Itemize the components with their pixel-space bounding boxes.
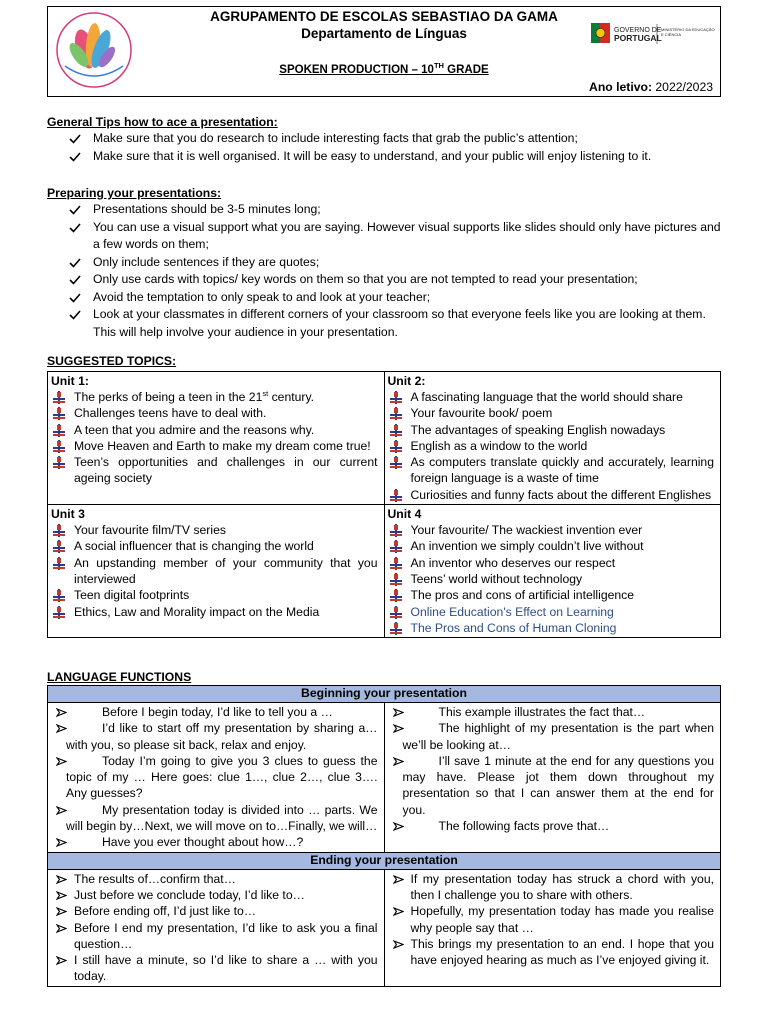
list-item: Make sure that you do research to include interesting facts that grab the public’s attention;	[47, 130, 727, 148]
list-item: Presentations should be 3-5 minutes long;	[47, 201, 727, 219]
pushpin-bullet-icon	[52, 440, 66, 453]
checkmark-icon	[69, 219, 83, 233]
list-item: Look at your classmates in different corners of your classroom so that everyone feels like you are looking at them. This will help involve your audience in your presentation.	[47, 306, 727, 341]
arrow-bullet-icon	[56, 802, 67, 815]
unit1-cell	[48, 372, 385, 505]
arrow-bullet-icon	[56, 920, 67, 933]
arrow-bullet-icon	[56, 704, 67, 717]
ending-left-cell	[48, 869, 385, 986]
phrase-item: Before ending off, I’d just like to…	[54, 903, 378, 919]
pushpin-bullet-icon	[389, 524, 403, 537]
arrow-bullet-icon	[56, 720, 67, 733]
topic-item: The pros and cons of artificial intelligence	[388, 587, 715, 603]
phrase-item: Today I’m going to give you 3 clues to guess the topic of my … Here goes: clue 1…, clue 2…, clue 3…. Any guesses?	[54, 753, 378, 802]
phrase-item: The highlight of my presentation is the part when we’ll be looking at…	[391, 720, 715, 753]
pushpin-bullet-icon	[389, 456, 403, 469]
pushpin-bullet-icon	[389, 606, 403, 619]
unit3-list	[51, 522, 378, 620]
pushpin-bullet-icon	[389, 424, 403, 437]
preparing-section	[47, 185, 727, 341]
beginning-left-list	[54, 704, 378, 851]
list-item: Make sure that it is well organised. It will be easy to understand, and your public will enjoy listening to it.	[47, 148, 727, 166]
topic-item: Challenges teens have to deal with.	[51, 405, 378, 421]
general-tips-title: General Tips how to ace a presentation:	[47, 115, 278, 129]
pushpin-bullet-icon	[389, 391, 403, 404]
unit3-cell	[48, 505, 385, 638]
unit1-label: Unit 1:	[51, 374, 89, 388]
spoken-production-title: SPOKEN PRODUCTION – 10TH GRADE	[279, 61, 489, 76]
arrow-bullet-icon	[393, 818, 404, 831]
unit3-label: Unit 3	[51, 507, 85, 522]
phrase-item: I still have a minute, so I’d like to share a … with you today.	[54, 952, 378, 985]
arrow-bullet-icon	[393, 903, 404, 916]
topics-table	[47, 371, 721, 638]
unit4-cell	[384, 505, 721, 638]
topic-item: A social influencer that is changing the world	[51, 538, 378, 554]
pushpin-bullet-icon	[52, 391, 66, 404]
arrow-bullet-icon	[56, 834, 67, 847]
beginning-left-cell	[48, 703, 385, 853]
pushpin-bullet-icon	[52, 557, 66, 570]
ending-left-list	[54, 871, 378, 985]
arrow-bullet-icon	[393, 704, 404, 717]
pushpin-bullet-icon	[52, 456, 66, 469]
department-name: Departamento de Línguas	[301, 26, 467, 41]
arrow-bullet-icon	[393, 720, 404, 733]
topic-item: A fascinating language that the world should share	[388, 389, 715, 405]
topic-item: The Pros and Cons of Human Cloning	[388, 620, 715, 636]
pushpin-bullet-icon	[389, 557, 403, 570]
gov-line1: GOVERNO DE	[614, 27, 662, 34]
unit4-label: Unit 4	[387, 507, 422, 522]
pushpin-bullet-icon	[52, 524, 66, 537]
topic-item: English as a window to the world	[388, 438, 715, 454]
phrase-item: My presentation today is divided into … parts. We will begin by…Next, we will move on to…Finally, we will…	[54, 802, 378, 835]
topic-item: As computers translate quickly and accurately, learning foreign language is a waste of time	[388, 454, 715, 487]
pushpin-bullet-icon	[389, 589, 403, 602]
topic-item: Your favourite book/ poem	[388, 405, 715, 421]
pushpin-bullet-icon	[389, 573, 403, 586]
topic-item: Teen digital footprints	[51, 587, 378, 603]
suggested-topics-section	[47, 353, 727, 369]
phrase-item: I’d like to start off my presentation by sharing a…with you, so please sit back, relax and enjoy.	[54, 720, 378, 753]
topic-item: An upstanding member of your community that you interviewed	[51, 555, 378, 588]
topic-item: Your favourite film/TV series	[51, 522, 378, 538]
beginning-heading: Beginning your presentation	[48, 686, 721, 703]
phrase-item: The following facts prove that…	[391, 818, 715, 834]
pushpin-bullet-icon	[52, 424, 66, 437]
gov-line2: PORTUGAL	[614, 33, 662, 43]
beginning-right-cell	[384, 703, 721, 853]
topic-item: An inventor who deserves our respect	[388, 555, 715, 571]
arrow-bullet-icon	[56, 871, 67, 884]
phrase-item: This example illustrates the fact that…	[391, 704, 715, 720]
government-portugal-logo-icon	[591, 21, 716, 47]
pushpin-bullet-icon	[389, 622, 403, 635]
topic-item: The advantages of speaking English nowadays	[388, 422, 715, 438]
pushpin-bullet-icon	[52, 407, 66, 420]
school-year: Ano letivo: 2022/2023	[589, 80, 713, 94]
ending-right-list	[391, 871, 715, 969]
school-name: AGRUPAMENTO DE ESCOLAS SEBASTIAO DA GAMA	[210, 9, 558, 24]
checkmark-icon	[69, 148, 83, 162]
preparing-list	[47, 201, 727, 341]
pushpin-bullet-icon	[389, 440, 403, 453]
unit2-list	[388, 389, 715, 503]
svg-text:E CIÊNCIA: E CIÊNCIA	[661, 32, 682, 37]
pushpin-bullet-icon	[389, 540, 403, 553]
phrase-item: This brings my presentation to an end. I hope that you have enjoyed hearing as much as I’ve enjoyed giving it.	[391, 936, 715, 969]
phrase-item: The results of…confirm that…	[54, 871, 378, 887]
checkmark-icon	[69, 254, 83, 268]
arrow-bullet-icon	[56, 952, 67, 965]
pushpin-bullet-icon	[389, 489, 403, 502]
phrase-item: Have you ever thought about how…?	[54, 834, 378, 850]
unit2-cell	[384, 372, 721, 505]
arrow-bullet-icon	[393, 871, 404, 884]
checkmark-icon	[69, 271, 83, 285]
topic-item: Online Education's Effect on Learning	[388, 604, 715, 620]
pushpin-bullet-icon	[389, 407, 403, 420]
preparing-title: Preparing your presentations:	[47, 186, 222, 200]
pushpin-bullet-icon	[52, 589, 66, 602]
list-item: Avoid the temptation to only speak to and look at your teacher;	[47, 289, 727, 307]
topic-item: Teen’s opportunities and challenges in our current ageing society	[51, 454, 378, 487]
checkmark-icon	[69, 201, 83, 215]
svg-text:MINISTÉRIO DA EDUCAÇÃO: MINISTÉRIO DA EDUCAÇÃO	[661, 27, 715, 32]
phrase-item: Just before we conclude today, I’d like to…	[54, 887, 378, 903]
topic-item: Move Heaven and Earth to make my dream come true!	[51, 438, 378, 454]
list-item: Only include sentences if they are quotes;	[47, 254, 727, 272]
topic-item: Ethics, Law and Morality impact on the Media	[51, 604, 378, 620]
topic-item: A teen that you admire and the reasons why.	[51, 422, 378, 438]
arrow-bullet-icon	[56, 903, 67, 916]
language-functions-title: LANGUAGE FUNCTIONS	[47, 670, 192, 684]
ending-right-cell	[384, 869, 721, 986]
ending-heading: Ending your presentation	[48, 852, 721, 869]
general-tips-list	[47, 130, 727, 165]
phrase-item: Before I end my presentation, I’d like to ask you a final question…	[54, 920, 378, 953]
arrow-bullet-icon	[393, 936, 404, 949]
phrase-item: If my presentation today has struck a chord with you, then I challenge you to share with others.	[391, 871, 715, 904]
arrow-bullet-icon	[56, 753, 67, 766]
suggested-topics-title: SUGGESTED TOPICS:	[47, 354, 177, 368]
pushpin-bullet-icon	[52, 606, 66, 619]
phrase-item: Hopefully, my presentation today has made you realise why people say that …	[391, 903, 715, 936]
topic-item: The perks of being a teen in the 21st century.	[51, 389, 378, 405]
beginning-right-list	[391, 704, 715, 834]
topic-item: Your favourite/ The wackiest invention ever	[388, 522, 715, 538]
phrase-item: I’ll save 1 minute at the end for any questions you may have. Please jot them down throughout my presentation so that I can answer them at the end for you.	[391, 753, 715, 818]
list-item: Only use cards with topics/ key words on them so that you are not tempted to read your presentation;	[47, 271, 727, 289]
topic-item: An invention we simply couldn’t live without	[388, 538, 715, 554]
unit1-list	[51, 389, 378, 487]
checkmark-icon	[69, 306, 83, 320]
phrase-item: Before I begin today, I’d like to tell you a …	[54, 704, 378, 720]
unit2-label: Unit 2:	[387, 374, 426, 388]
arrow-bullet-icon	[56, 887, 67, 900]
topic-item: Teens’ world without technology	[388, 571, 715, 587]
checkmark-icon	[69, 130, 83, 144]
arrow-bullet-icon	[393, 753, 404, 766]
checkmark-icon	[69, 289, 83, 303]
header-box	[47, 6, 721, 97]
pushpin-bullet-icon	[52, 540, 66, 553]
list-item: You can use a visual support what you are saying. However visual supports like slides should only have pictures and a few words on them;	[47, 219, 727, 254]
general-tips-section	[47, 114, 727, 165]
language-functions-table	[47, 685, 721, 987]
unit4-list	[388, 522, 715, 636]
topic-item: Curiosities and funny facts about the different Englishes	[388, 487, 715, 503]
